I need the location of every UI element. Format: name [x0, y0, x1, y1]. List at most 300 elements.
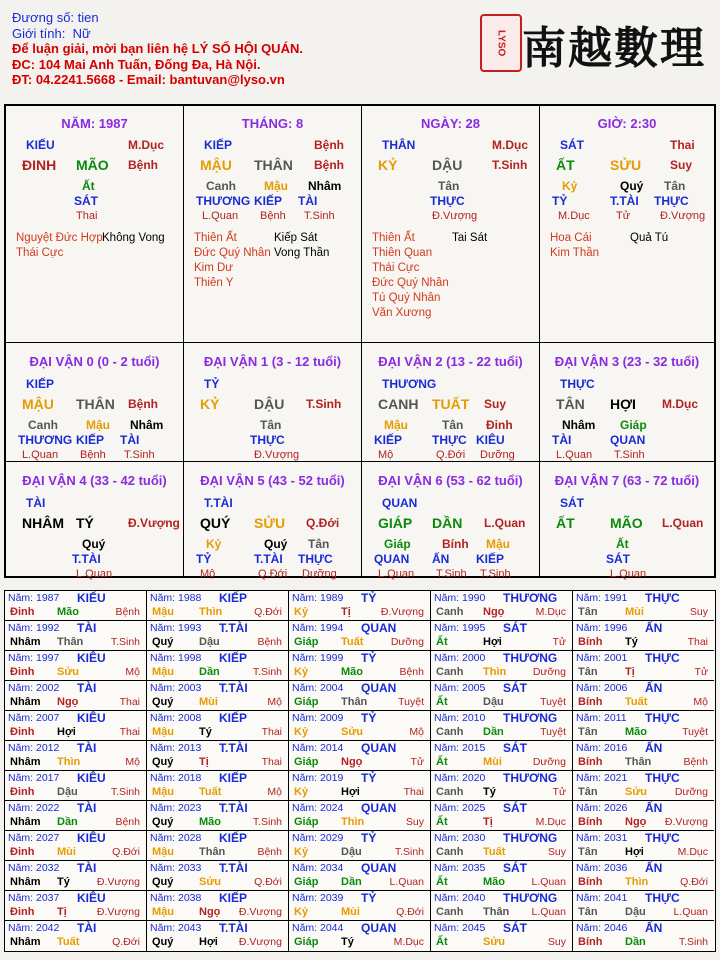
annual-branch: Tuất [483, 846, 506, 858]
annual-stem: Canh [436, 906, 464, 918]
annual-ten-god: TỶ [361, 831, 377, 845]
annual-ten-god: KIẾP [219, 771, 248, 785]
annual-stage: Đ.Vượng [96, 876, 140, 888]
auspicious-star: Thiên Y [194, 277, 234, 289]
hidden-stage: Tử [616, 210, 631, 222]
annual-stem: Nhâm [10, 936, 41, 948]
annual-ten-god: TÀI [77, 741, 97, 755]
luck-hidden-stage: Mộ [200, 568, 216, 580]
luck-hidden-stem: Bính [442, 537, 469, 551]
annual-year-label: Năm: 1994 [292, 622, 344, 634]
luck-hidden-stem: Ất [616, 537, 629, 551]
annual-stem: Bính [578, 876, 603, 888]
annual-year-label: Năm: 2018 [150, 772, 202, 784]
annual-branch: Mão [199, 816, 221, 828]
annual-ten-god: TỶ [361, 711, 377, 725]
chart-header [12, 10, 303, 88]
annual-branch: Mão [625, 726, 647, 738]
annual-stage: Q.Đới [680, 876, 708, 888]
luck-hidden-stem: Canh [28, 418, 58, 432]
hidden-stem: Nhâm [308, 179, 342, 193]
annual-branch: Tý [625, 636, 638, 648]
annual-stage: M.Dục [535, 816, 566, 828]
luck-hidden-ten-god: THƯƠNG [18, 433, 73, 447]
annual-stage: Thai [261, 726, 282, 738]
annual-cell [573, 681, 714, 711]
luck-pillar-title: ĐẠI VẬN 2 (13 - 22 tuổi) [378, 354, 523, 369]
annual-cell [431, 591, 573, 621]
annual-year-label: Năm: 1993 [150, 622, 202, 634]
annual-stem: Mậu [152, 906, 174, 918]
annual-stem: Bính [578, 636, 603, 648]
annual-ten-god: TỶ [361, 771, 377, 785]
annual-ten-god: SÁT [503, 621, 527, 635]
annual-stem: Giáp [294, 816, 319, 828]
luck-ten-god: QUAN [382, 496, 418, 510]
annual-branch: Tuất [199, 786, 222, 798]
annual-branch: Tị [341, 606, 351, 618]
auspicious-star: Đức Quý Nhân [194, 247, 271, 259]
annual-year-label: Năm: 2023 [150, 802, 202, 814]
annual-cell [5, 801, 147, 831]
annual-stem: Ất [436, 816, 448, 828]
annual-stem: Kỷ [294, 606, 309, 618]
annual-branch: Sửu [625, 786, 648, 798]
annual-stem: Nhâm [10, 816, 41, 828]
annual-stage: L.Quan [531, 876, 566, 888]
luck-hidden-stage: Q.Đới [436, 449, 466, 461]
logo-seal: LYSO [480, 14, 522, 72]
annual-stage: Suy [405, 816, 424, 828]
hidden-stem: Canh [206, 179, 236, 193]
luck-ten-god: THƯƠNG [382, 377, 437, 391]
annual-stage: Thai [119, 726, 140, 738]
annual-branch: Thân [57, 636, 84, 648]
auspicious-star: Văn Xương [372, 307, 432, 319]
auspicious-star: Thái Cực [16, 247, 64, 259]
annual-stage: M.Dục [535, 606, 566, 618]
annual-cell [289, 771, 431, 801]
annual-year-label: Năm: 2043 [150, 922, 202, 934]
annual-branch: Tuất [57, 936, 80, 948]
annual-stem: Đinh [10, 666, 35, 678]
pillar-cell [184, 106, 362, 343]
annual-stem: Mậu [152, 726, 174, 738]
annual-branch: Hợi [199, 936, 218, 948]
annual-ten-god: SÁT [503, 801, 527, 815]
logo-text: 南越數理 [522, 23, 706, 74]
annual-year-label: Năm: 2022 [8, 802, 60, 814]
pillar-title: THÁNG: 8 [241, 116, 304, 131]
annual-branch: Mão [57, 606, 79, 618]
gender-label: Giới tính: [12, 25, 66, 41]
annual-year-label: Năm: 2001 [576, 652, 628, 664]
luck-hidden-ten-god: TÀI [120, 433, 140, 447]
annual-stage: Mộ [693, 696, 708, 708]
luck-stage: M.Dục [662, 397, 698, 411]
annual-cell [431, 831, 573, 861]
annual-ten-god: KIÊU [77, 651, 106, 665]
annual-stage: T.Sinh [110, 786, 140, 798]
annual-stage: Bệnh [115, 606, 140, 618]
luck-hidden-ten-god: THỰC [298, 552, 333, 566]
annual-cell [573, 711, 714, 741]
hidden-stage: Đ.Vượng [660, 210, 706, 222]
inauspicious-star: Không Vong [102, 232, 165, 244]
luck-hidden-ten-god: T.TÀI [254, 552, 283, 566]
hidden-stem: Tân [664, 179, 686, 193]
luck-hidden-stem: Tân [442, 418, 464, 432]
annual-year-label: Năm: 2032 [8, 862, 60, 874]
hidden-ten-god: KIẾP [254, 194, 283, 208]
luck-pillar-cell [184, 462, 362, 578]
annual-branch: Mùi [483, 756, 502, 768]
luck-pillar-title: ĐẠI VẬN 5 (43 - 52 tuổi) [200, 473, 345, 488]
annual-stage: Thai [119, 696, 140, 708]
annual-year-label: Năm: 1997 [8, 652, 60, 664]
annual-stage: Suy [547, 846, 566, 858]
annual-ten-god: KIÊU [77, 891, 106, 905]
annual-stem: Canh [436, 726, 464, 738]
annual-year-label: Năm: 2033 [150, 862, 202, 874]
annual-branch: Dậu [57, 786, 78, 798]
annual-stage: Q.Đới [112, 936, 140, 948]
annual-stage: Thai [687, 636, 708, 648]
annual-stage: Tử [410, 756, 424, 768]
annual-branch: Mùi [199, 696, 218, 708]
annual-branch: Dậu [625, 906, 646, 918]
luck-hidden-ten-god: ẤN [432, 552, 450, 566]
annual-stem: Đinh [10, 846, 35, 858]
annual-stem: Kỷ [294, 666, 309, 678]
luck-hidden-stage: L.Quan [22, 449, 59, 461]
luck-hidden-stage: Đ.Vượng [254, 449, 300, 461]
annual-stem: Tân [578, 666, 598, 678]
annual-ten-god: TÀI [77, 621, 97, 635]
annual-ten-god: TÀI [77, 921, 97, 935]
annual-stage: M.Dục [393, 936, 424, 948]
annual-stage: Đ.Vượng [238, 936, 282, 948]
hidden-stage: M.Dục [558, 210, 590, 222]
annual-stem: Giáp [294, 756, 319, 768]
annual-ten-god: T.TÀI [219, 741, 248, 755]
annual-ten-god: TÀI [77, 801, 97, 815]
annual-cell [431, 621, 573, 651]
annual-branch: Hợi [57, 726, 76, 738]
luck-stem: ẤT [556, 515, 575, 531]
annual-stage: Suy [547, 936, 566, 948]
annual-stem: Canh [436, 786, 464, 798]
annual-ten-god: QUAN [361, 801, 397, 815]
luck-hidden-stage: L.Quan [610, 568, 647, 580]
luck-stage: L.Quan [662, 516, 704, 530]
annual-stem: Đinh [10, 606, 35, 618]
annual-ten-god: THỰC [645, 831, 680, 845]
luck-branch: MÃO [610, 515, 643, 531]
annual-year-label: Năm: 2016 [576, 742, 628, 754]
luck-pillar-cell [184, 343, 362, 462]
annual-stem: Ất [436, 936, 448, 948]
annual-year-label: Năm: 2005 [434, 682, 486, 694]
contact-line: Để luận giải, mời bạn liên hệ LÝ SỐ HỘI QUÁN. [12, 41, 303, 56]
annual-year-label: Năm: 2028 [150, 832, 202, 844]
annual-cell [5, 921, 147, 951]
annual-cell [573, 921, 714, 951]
annual-ten-god: KIẾP [219, 591, 248, 605]
annual-year-label: Năm: 2007 [8, 712, 60, 724]
hidden-stage: Thai [76, 210, 98, 222]
annual-ten-god: TỶ [361, 591, 377, 605]
pillar-stage: Bệnh [314, 158, 344, 172]
annual-cell [147, 801, 289, 831]
annual-stem: Quý [152, 756, 174, 768]
annual-branch: Dần [483, 726, 504, 738]
pillar-ten-god: KIẾU [26, 138, 55, 152]
annual-cell [147, 621, 289, 651]
luck-pillar-title: ĐẠI VẬN 3 (23 - 32 tuổi) [554, 354, 700, 369]
annual-stage: T.Sinh [252, 666, 282, 678]
annual-stem: Tân [578, 606, 598, 618]
annual-branch: Dần [57, 816, 78, 828]
annual-stage: T.Sinh [110, 636, 140, 648]
annual-cell [431, 861, 573, 891]
annual-stage: Dưỡng [674, 786, 708, 798]
auspicious-star: Nguyệt Đức Hợp [16, 232, 103, 244]
annual-stage: Q.Đới [396, 906, 424, 918]
hidden-stem: Kỷ [562, 179, 578, 193]
annual-cell [5, 651, 147, 681]
luck-stem: GIÁP [378, 515, 413, 531]
luck-hidden-ten-god: QUAN [610, 433, 646, 447]
annual-cell [5, 591, 147, 621]
luck-hidden-stage: L.Quan [556, 449, 593, 461]
pillar-title: GIỜ: 2:30 [597, 116, 657, 131]
luck-hidden-stage: Dưỡng [480, 449, 515, 461]
annual-cell [431, 771, 573, 801]
annual-stem: Ất [436, 696, 448, 708]
hidden-stem: Quý [620, 179, 644, 193]
annual-stage: M.Dục [677, 846, 708, 858]
annual-stem: Nhâm [10, 876, 41, 888]
auspicious-star: Đức Quý Nhân [372, 277, 449, 289]
annual-stage: Bệnh [399, 666, 424, 678]
pillar-ten-god-extra: Thai [670, 138, 695, 152]
annual-stem: Nhâm [10, 696, 41, 708]
annual-cell [147, 741, 289, 771]
annual-stem: Giáp [294, 876, 319, 888]
luck-hidden-stem: Đinh [486, 418, 513, 432]
annual-ten-god: KIẾP [219, 651, 248, 665]
annual-ten-god: THỰC [645, 591, 680, 605]
annual-branch: Tị [199, 756, 209, 768]
annual-cell [573, 591, 714, 621]
annual-ten-god: ẤN [645, 921, 663, 935]
annual-year-label: Năm: 2020 [434, 772, 486, 784]
annual-year-label: Năm: 2024 [292, 802, 344, 814]
annual-branch: Hợi [341, 786, 360, 798]
luck-hidden-stage: T.Sinh [480, 568, 511, 580]
luck-hidden-stem: Tân [260, 418, 282, 432]
annual-cell [147, 891, 289, 921]
annual-stage: Dưỡng [532, 666, 566, 678]
annual-stem: Bính [578, 756, 603, 768]
annual-stem: Đinh [10, 726, 35, 738]
annual-year-label: Năm: 2036 [576, 862, 628, 874]
annual-branch: Sửu [341, 726, 364, 738]
annual-ten-god: SÁT [503, 861, 527, 875]
annual-ten-god: ẤN [645, 681, 663, 695]
annual-year-label: Năm: 1987 [8, 592, 60, 604]
annual-stem: Tân [578, 726, 598, 738]
annual-year-label: Năm: 2044 [292, 922, 344, 934]
annual-stage: Bệnh [683, 756, 708, 768]
annual-cell [289, 861, 431, 891]
annual-cell [289, 891, 431, 921]
annual-cell [573, 891, 714, 921]
luck-hidden-ten-god: QUAN [374, 552, 410, 566]
annual-stem: Mậu [152, 666, 174, 678]
annual-ten-god: THỰC [645, 771, 680, 785]
annual-year-label: Năm: 2009 [292, 712, 344, 724]
annual-stage: Tuyệt [540, 726, 566, 738]
annual-year-label: Năm: 2010 [434, 712, 486, 724]
annual-branch: Thân [483, 906, 510, 918]
annual-year-label: Năm: 2002 [8, 682, 60, 694]
annual-stem: Giáp [294, 936, 319, 948]
luck-hidden-stem: Nhâm [130, 418, 164, 432]
annual-branch: Tý [199, 726, 212, 738]
annual-branch: Ngọ [199, 906, 221, 918]
pillar-branch: MÃO [76, 157, 109, 173]
luck-hidden-stage: L.Quan [76, 568, 113, 580]
annual-stem: Tân [578, 786, 598, 798]
annual-stage: Mộ [267, 786, 282, 798]
annual-stem: Quý [152, 936, 174, 948]
pillar-ten-god: THÂN [382, 138, 416, 152]
annual-cell [431, 891, 573, 921]
annual-ten-god: ẤN [645, 741, 663, 755]
luck-hidden-stem: Mậu [86, 418, 110, 432]
annual-year-label: Năm: 1995 [434, 622, 486, 634]
annual-year-label: Năm: 1998 [150, 652, 202, 664]
annual-year-label: Năm: 2039 [292, 892, 344, 904]
owner-name: Đương số: tien [12, 10, 99, 25]
luck-hidden-stage: T.Sinh [124, 449, 155, 461]
annual-branch: Thân [341, 696, 368, 708]
annual-year-label: Năm: 2040 [434, 892, 486, 904]
annual-stage: Q.Đới [112, 846, 140, 858]
annual-ten-god: TÀI [77, 861, 97, 875]
pillar-cell [6, 106, 184, 343]
annual-year-label: Năm: 2042 [8, 922, 60, 934]
annual-stem: Kỷ [294, 906, 309, 918]
annual-year-label: Năm: 2013 [150, 742, 202, 754]
hidden-ten-god: TÀI [298, 194, 318, 208]
annual-stage: T.Sinh [394, 846, 424, 858]
annual-stem: Ất [436, 636, 448, 648]
luck-branch: SỬU [254, 515, 286, 531]
annual-stem: Kỷ [294, 726, 309, 738]
annual-year-label: Năm: 2015 [434, 742, 486, 754]
annual-branch: Ngọ [625, 816, 647, 828]
luck-stage: Suy [484, 397, 507, 411]
annual-ten-god: THƯƠNG [503, 891, 558, 905]
pillar-ten-god-extra: M.Dục [128, 138, 164, 152]
pillar-stage: Suy [670, 158, 693, 172]
annual-stem: Ất [436, 876, 448, 888]
annual-year-label: Năm: 1996 [576, 622, 628, 634]
auspicious-star: Thái Cực [372, 262, 420, 274]
hidden-ten-god: THƯƠNG [196, 194, 251, 208]
annual-year-label: Năm: 2034 [292, 862, 344, 874]
annual-branch: Thân [199, 846, 226, 858]
annual-ten-god: THỰC [645, 891, 680, 905]
annual-stage: Q.Đới [254, 876, 282, 888]
pillar-stage: T.Sinh [492, 158, 528, 172]
pillar-stage: Bệnh [128, 158, 158, 172]
luck-stage: L.Quan [484, 516, 526, 530]
annual-stage: Tử [552, 636, 566, 648]
annual-stage: Suy [689, 606, 708, 618]
annual-cell [431, 801, 573, 831]
annual-year-label: Năm: 1989 [292, 592, 344, 604]
luck-hidden-stem: Quý [82, 537, 106, 551]
annual-year-label: Năm: 2029 [292, 832, 344, 844]
auspicious-star: Hoa Cái [550, 232, 592, 244]
annual-stage: Đ.Vượng [664, 816, 708, 828]
luck-stem: TÂN [556, 396, 585, 412]
annual-cell [289, 921, 431, 951]
luck-stage: Đ.Vượng [128, 516, 180, 530]
annual-stage: L.Quan [673, 906, 708, 918]
annual-stage: T.Sinh [252, 816, 282, 828]
pillar-ten-god: SÁT [560, 138, 584, 152]
annual-branch: Dần [341, 876, 362, 888]
annual-ten-god: SÁT [503, 741, 527, 755]
brand-logo [478, 10, 718, 72]
annual-stage: Đ.Vượng [238, 906, 282, 918]
annual-branch: Sửu [483, 936, 506, 948]
annual-year-label: Năm: 2011 [576, 712, 627, 724]
hidden-stem: Mậu [264, 179, 288, 193]
annual-branch: Thìn [57, 756, 81, 768]
annual-stage: Mộ [125, 756, 140, 768]
annual-stem: Đinh [10, 906, 35, 918]
luck-hidden-ten-god: THỰC [250, 433, 285, 447]
annual-stage: Mộ [409, 726, 424, 738]
annual-stage: Bệnh [257, 636, 282, 648]
luck-ten-god: TÀI [26, 496, 46, 510]
annual-stage: Bệnh [115, 816, 140, 828]
annual-cell [289, 621, 431, 651]
hidden-stem: Tân [438, 179, 460, 193]
luck-pillar-title: ĐẠI VẬN 7 (63 - 72 tuổi) [554, 473, 700, 488]
luck-stage: T.Sinh [306, 397, 342, 411]
luck-pillar-title: ĐẠI VẬN 1 (3 - 12 tuổi) [203, 354, 342, 369]
annual-branch: Dần [625, 936, 646, 948]
annual-year-label: Năm: 2014 [292, 742, 344, 754]
annual-cell [5, 711, 147, 741]
annual-stem: Mậu [152, 786, 174, 798]
annual-branch: Dậu [199, 636, 220, 648]
auspicious-star: Thiên Quan [372, 247, 433, 259]
pillar-ten-god-extra: Bệnh [314, 138, 344, 152]
annual-year-label: Năm: 1999 [292, 652, 344, 664]
luck-branch: THÂN [76, 396, 115, 412]
luck-stem: MẬU [22, 396, 54, 412]
annual-year-label: Năm: 2025 [434, 802, 486, 814]
hidden-ten-god: T.TÀI [610, 194, 639, 208]
